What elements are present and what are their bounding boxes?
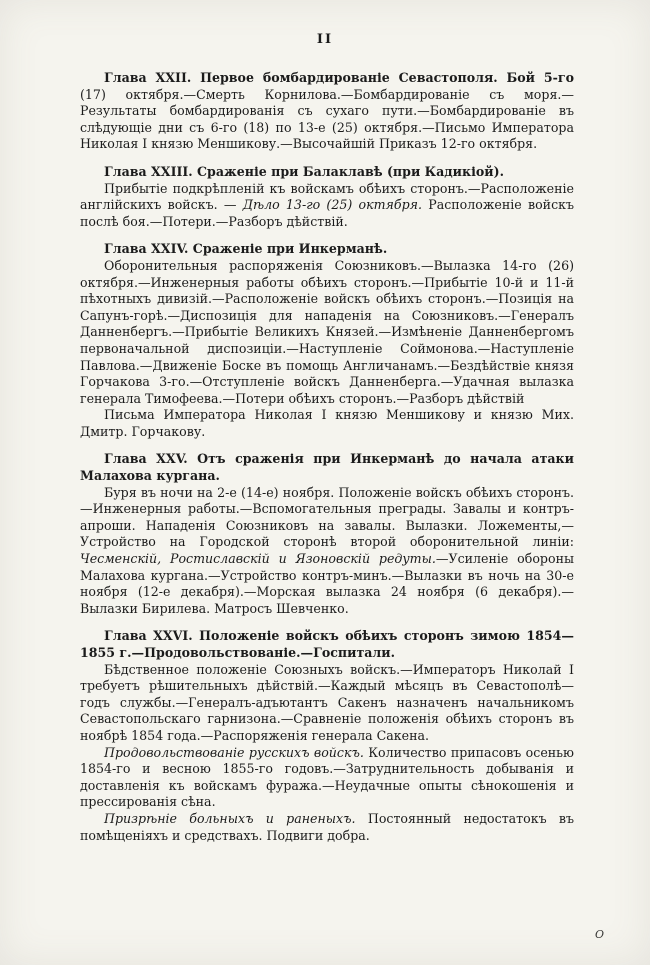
text-run: Оборонительныя распоряженія Союзниковъ.—Вылазка 14-го (26) октября.—Инженерныя работы обѣихъ сторонъ.—Прибытіе 10-й и 11-й пѣхотныхъ дивизій.—Расположеніе войскъ обѣихъ сторонъ.—Позиція на Сапунъ-горѣ.—Диспозиція для нападенія на Союзниковъ.—Генералъ Данненбергъ.—Прибытіе Великихъ Князей.—Измѣненіе Данненбергомъ первоначальной диспозиціи.—Наступленіе Соймонова.—Наступленіе Павлова.—Движеніе Боске въ помощь Англичанамъ.—Бездѣйствіе князя Горчакова 3-го.—Отступленіе войскъ Данненберга.—Удачная вылазка генерала Тимофеева.—Потери обѣихъ сторонъ.—Разборъ дѣйствій	[80, 257, 574, 406]
text-run: Постоянный недостатокъ въ помѣщеніяхъ и средствахъ. Подвиги добра.	[80, 810, 574, 843]
text-run: Призрѣніе больныхъ и раненыхъ.	[104, 810, 356, 826]
chapter-heading	[80, 70, 574, 153]
paragraph	[80, 407, 574, 440]
paragraph	[80, 662, 574, 745]
chapter-heading	[80, 164, 574, 181]
text-run: Буря въ ночи на 2-е (14-е) ноября. Положеніе войскъ обѣихъ сторонъ.—Инженерныя работы.—Вспомогательныя преграды. Завалы и контръ-апроши. Нападенія Союзниковъ на завалы. Вылазки. Ложементы,—Устройство на Городской сторонѣ второй оборонительной линіи:	[80, 484, 574, 550]
text-run: Количество припасовъ осенью 1854-го и весною 1855-го годовъ.—Затруднительность добыванія и доставленія къ войскамъ фуража.—Неудачные опыты сѣнокошенія и прессированія сѣна.	[80, 744, 574, 810]
text-run: (17) октября.—Смерть Корнилова.—Бомбардированіе съ моря.—Результаты бомбардированія съ сухаго пути.—Бомбардированіе въ слѣдующіе дни съ 6-го (18) по 13-е (25) октября.—Письмо Императора Николая I князю Меншикову.—Высочайшій Приказъ 12-го октября.	[80, 86, 574, 152]
text-run: Глава XXV. Отъ сраженія при Инкерманѣ до начала атаки Малахова кургана.	[80, 451, 574, 484]
text-run: —Усиленіе обороны Малахова кургана.—Устройство контръ-минъ.—Вылазки въ ночь на 30-е ноября (12-е декабря).—Морская вылазка 24 ноября (6 декабря).—Вылазки Бирилева. Матросъ Шевченко.	[80, 551, 574, 616]
paragraph	[80, 811, 574, 844]
text-run: Продовольствованіе русскихъ войскъ.	[104, 744, 364, 760]
printers-mark: О	[594, 928, 604, 941]
text-run: Глава XXIII. Сраженіе при Балаклавѣ (при Кадикіой).	[104, 163, 504, 179]
text-content	[80, 70, 574, 844]
text-run: Глава XXIV. Сраженіе при Инкерманѣ.	[104, 241, 388, 257]
chapter-heading	[80, 628, 574, 661]
text-run: Дѣло 13-го (25) октября.	[242, 197, 422, 213]
text-run: Прибытіе подкрѣпленій къ войскамъ обѣихъ сторонъ.—Расположеніе англійскихъ войскъ. —	[80, 180, 574, 213]
page-number: II	[316, 32, 334, 47]
text-run: Глава XXII. Первое бомбардированіе Севастополя. Бой 5-го	[104, 70, 574, 85]
chapter-heading	[80, 451, 574, 484]
paragraph	[80, 745, 574, 811]
text-run: Бѣдственное положеніе Союзныхъ войскъ.—Императоръ Николай I требуетъ рѣшительныхъ дѣйствій.—Каждый мѣсяцъ въ Севастополѣ—годъ службы.—Генералъ-адъютантъ Сакенъ назначенъ начальникомъ Севастопольскаго гарнизона.—Сравненіе положенія обѣихъ сторонъ въ ноябрѣ 1854 года.—Распоряженія генерала Сакена.	[80, 661, 574, 743]
paragraph	[80, 181, 574, 231]
text-run: Глава XXVI. Положеніе войскъ обѣихъ сторонъ зимою 1854—1855 г.—Продовольствованіе.—Госпитали.	[80, 628, 574, 660]
chapter-heading	[80, 241, 574, 258]
text-run: Расположеніе войскъ послѣ боя.—Потери.—Разборъ дѣйствій.	[80, 197, 574, 229]
paragraph	[80, 258, 574, 407]
text-run: Чесменскій, Ростиславскій и Язоновскій редуты.	[80, 551, 436, 567]
paragraph	[80, 485, 574, 618]
text-run: Письма Императора Николая I князю Меншикову и князю Мих. Дмитр. Горчакову.	[80, 407, 574, 439]
